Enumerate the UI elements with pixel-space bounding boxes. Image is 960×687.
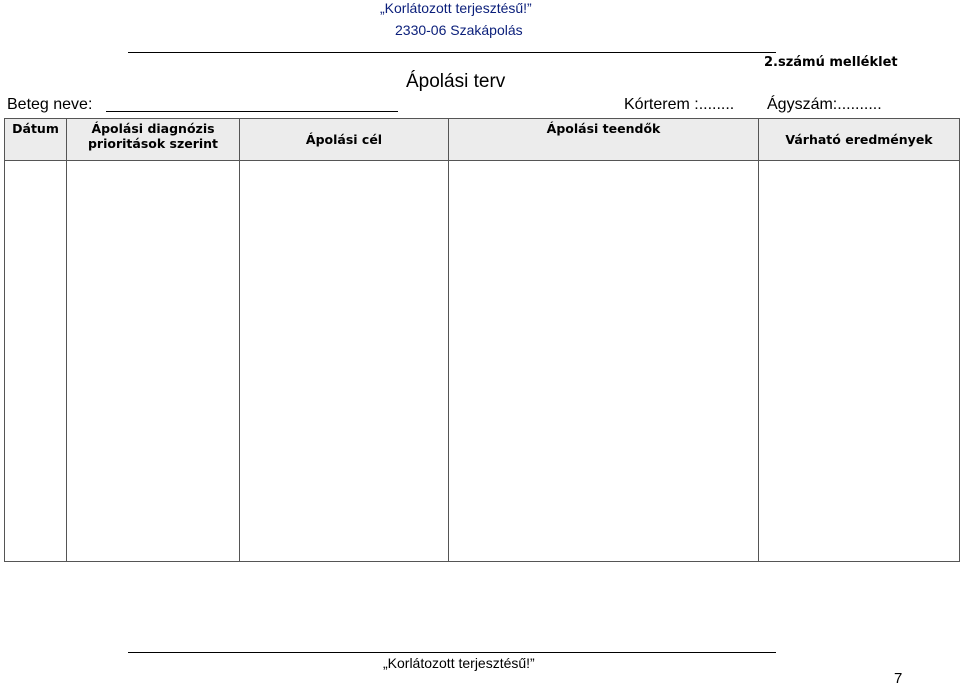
- table-row: [5, 161, 960, 562]
- ward-label: Kórterem :........: [624, 96, 735, 113]
- column-date-header: Dátum: [5, 119, 67, 161]
- page-number: 7: [894, 670, 903, 687]
- footer-rule: [128, 652, 776, 653]
- column-diagnosis-header: [67, 119, 240, 161]
- bed-label: Ágyszám:..........: [767, 96, 882, 113]
- page-title: Ápolási terv: [406, 71, 506, 92]
- date-cell[interactable]: [5, 161, 67, 562]
- header-course-code: 2330-06 Szakápolás: [395, 22, 523, 38]
- tasks-cell[interactable]: [449, 161, 759, 562]
- diagnosis-header-line2: prioritások szerint: [87, 136, 219, 151]
- annex-label: 2.számú melléklet: [764, 55, 898, 70]
- results-cell[interactable]: [759, 161, 960, 562]
- goal-cell[interactable]: [240, 161, 449, 562]
- column-goal-header: Ápolási cél: [240, 119, 449, 161]
- footer-restricted-notice: „Korlátozott terjesztésű!”: [383, 655, 535, 671]
- table-header-row: [5, 119, 960, 161]
- column-tasks-header: Ápolási teendők: [449, 119, 759, 161]
- column-results-header: Várható eredmények: [759, 119, 960, 161]
- patient-name-line[interactable]: [106, 111, 398, 112]
- care-plan-table: [4, 118, 960, 562]
- diagnosis-header-line1: Ápolási diagnózis: [91, 121, 215, 136]
- diagnosis-cell[interactable]: [67, 161, 240, 562]
- header-rule: [128, 52, 776, 53]
- header-restricted-notice: „Korlátozott terjesztésű!”: [380, 0, 532, 16]
- patient-name-label: Beteg neve:: [7, 96, 93, 113]
